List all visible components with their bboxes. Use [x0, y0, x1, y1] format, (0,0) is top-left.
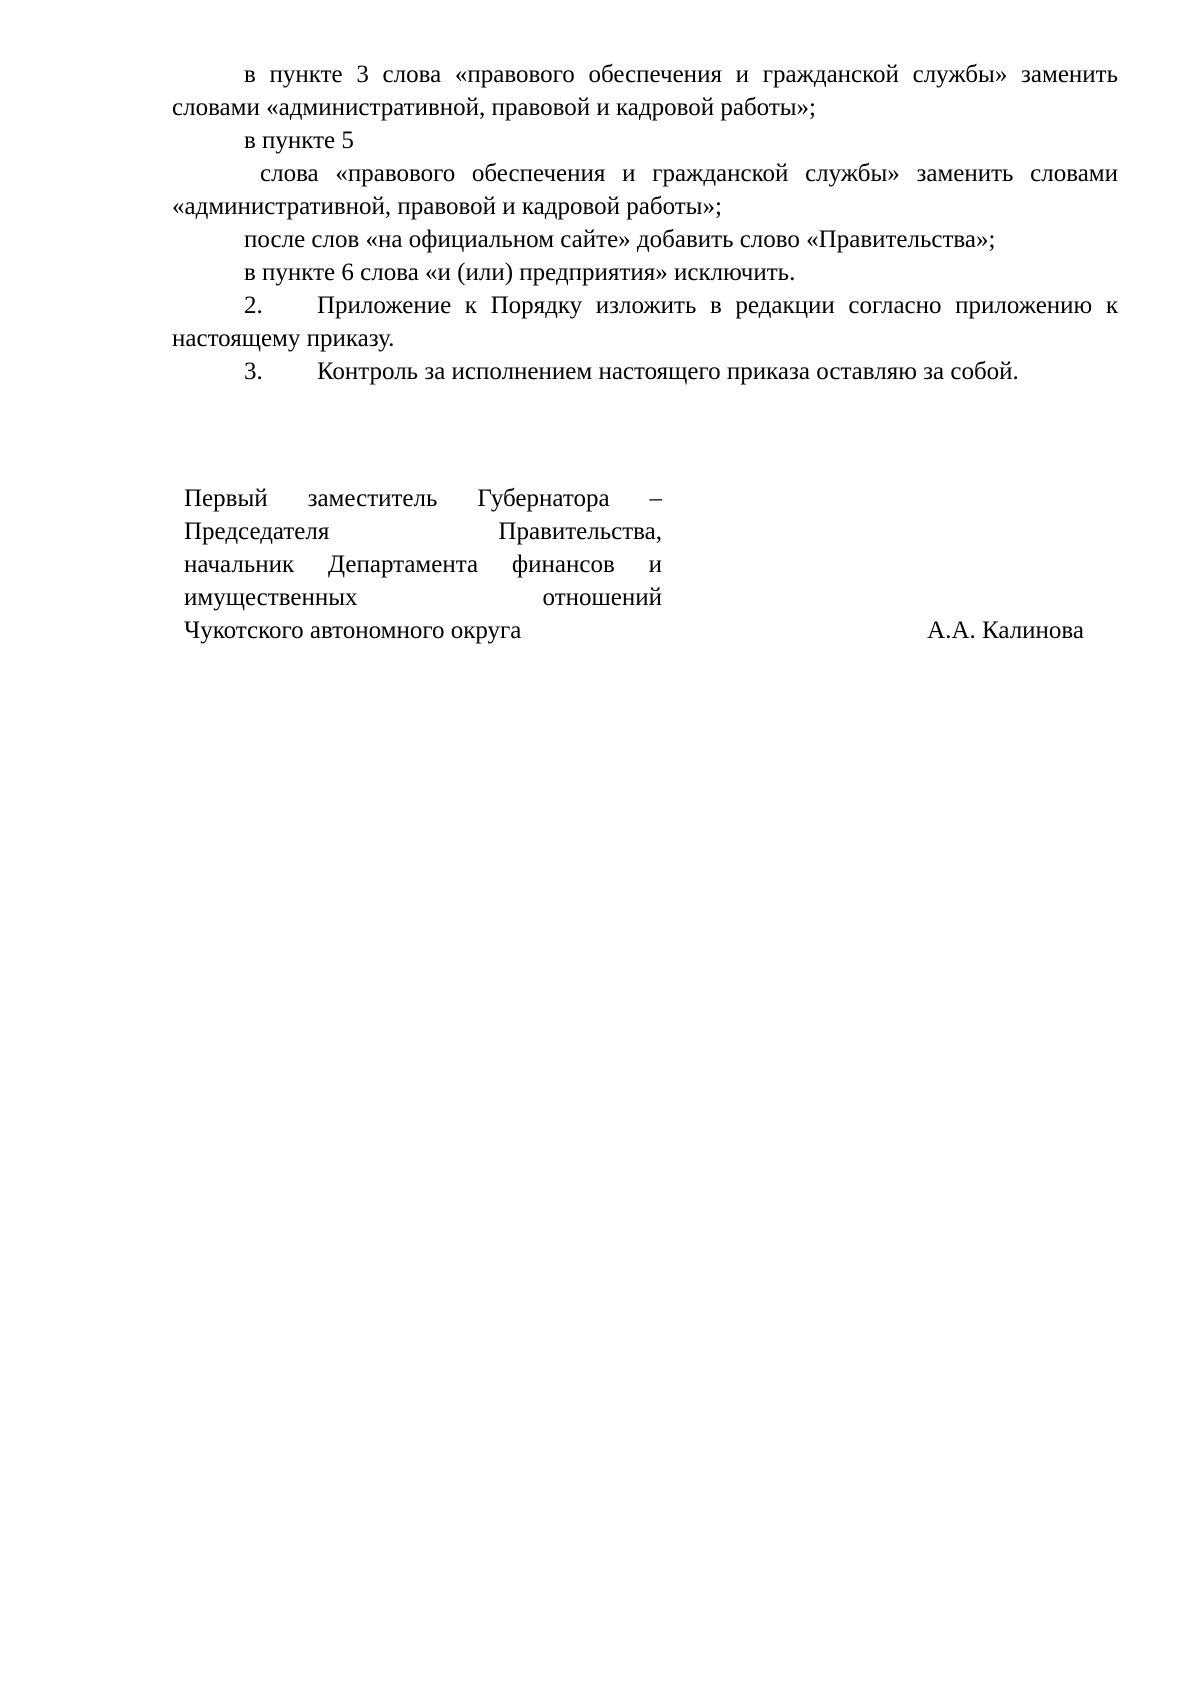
paragraph-point-5-amendment: слова «правового обеспечения и гражданской службы» заменить словами «административной, правовой и кадровой работы»;	[172, 160, 1118, 220]
paragraph-point-6-amendment: в пункте 6 слова «и (или) предприятия» исключить.	[244, 259, 796, 286]
signer-position-line: Первый заместитель Губернатора –	[184, 485, 662, 512]
signer-position	[184, 482, 662, 647]
signer-name: А.А. Калинова	[927, 617, 1084, 644]
signer-position-line: начальник Департамента финансов и	[184, 551, 662, 578]
paragraph-point-5-heading: в пункте 5	[244, 127, 354, 154]
paragraph-website-amendment: после слов «на официальном сайте» добавить слово «Правительства»;	[244, 226, 996, 253]
item-number: 2.	[244, 292, 263, 319]
numbered-item-3	[172, 355, 1118, 388]
signer-position-line: Председателя Правительства,	[184, 518, 662, 545]
item-text: Контроль за исполнением настоящего приказа оставляю за собой.	[317, 358, 1019, 385]
signer-position-line: имущественных отношений	[184, 584, 662, 611]
signer-position-line: Чукотского автономного округа	[184, 617, 522, 644]
item-number: 3.	[244, 358, 263, 385]
paragraph-point-3-amendment: в пункте 3 слова «правового обеспечения и гражданской службы» заменить словами «административной, правовой и кадровой работы»;	[172, 61, 1118, 121]
signature-block	[184, 482, 1084, 647]
numbered-item-2	[172, 289, 1118, 355]
item-text: Приложение к Порядку изложить в редакции согласно приложению к настоящему приказу.	[172, 292, 1118, 352]
document-body	[172, 58, 1118, 388]
